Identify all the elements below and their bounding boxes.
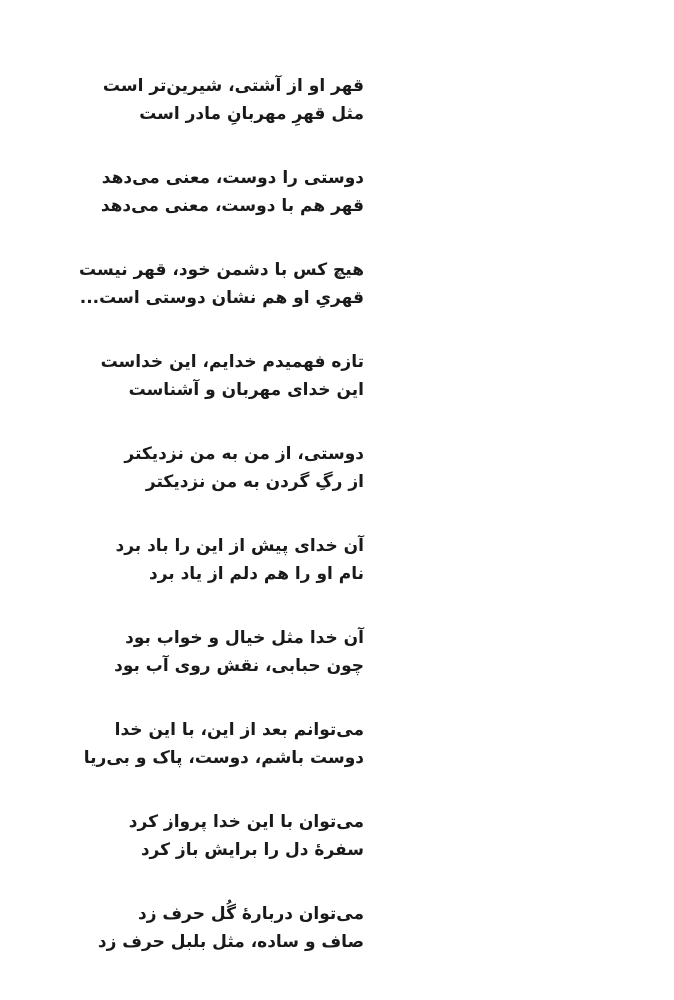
verse-line: هیچ کس با دشمن خود، قهر نیست bbox=[79, 260, 364, 280]
stanza-7 bbox=[44, 624, 364, 680]
verse-line: تازه فهمیدم خدایم، این خداست bbox=[100, 352, 364, 372]
stanza-6 bbox=[44, 532, 364, 588]
verse-line: قهر او از آشتی، شیرین‌تر است bbox=[102, 76, 364, 96]
stanza-9 bbox=[44, 808, 364, 864]
verse-line: می‌توانم بعد از این، با این خدا bbox=[114, 720, 364, 740]
stanza-8 bbox=[44, 716, 364, 772]
verse-line: دوست باشم، دوست، پاک و بی‌ریا bbox=[83, 748, 364, 768]
verse-line: سفرهٔ دل را برایش باز کرد bbox=[140, 840, 364, 860]
verse-line: آن خدا مثل خیال و خواب بود bbox=[125, 628, 364, 648]
verse-line: از رگِ گردن به من نزدیکتر bbox=[145, 472, 364, 492]
verse-line: آن خدای پیش از این را باد برد bbox=[115, 536, 364, 556]
stanza-4 bbox=[44, 348, 364, 404]
stanza-2 bbox=[44, 164, 364, 220]
verse-line: نام او را هم دلم از یاد برد bbox=[148, 564, 364, 584]
verse-line: دوستی را دوست، معنی می‌دهد bbox=[101, 168, 364, 188]
verse-line: قهریِ او هم نشان دوستی است... bbox=[79, 288, 364, 308]
stanza-3 bbox=[44, 256, 364, 312]
stanza-10 bbox=[44, 900, 364, 956]
verse-line: مثل قهرِ مهربانِ مادر است bbox=[139, 104, 364, 124]
poem bbox=[44, 72, 364, 992]
verse-line: دوستی، از من به من نزدیکتر bbox=[124, 444, 364, 464]
stanza-5 bbox=[44, 440, 364, 496]
stanza-1 bbox=[44, 72, 364, 128]
verse-line: صاف و ساده، مثل بلبل حرف زد bbox=[97, 932, 364, 952]
verse-line: قهر هم با دوست، معنی می‌دهد bbox=[100, 196, 364, 216]
verse-line: چون حبابی، نقش روی آب بود bbox=[114, 656, 364, 676]
verse-line: می‌توان دربارهٔ گُل حرف زد bbox=[137, 904, 364, 924]
verse-line: می‌توان با این خدا پرواز کرد bbox=[128, 812, 364, 832]
verse-line: این خدای مهربان و آشناست bbox=[128, 380, 364, 400]
